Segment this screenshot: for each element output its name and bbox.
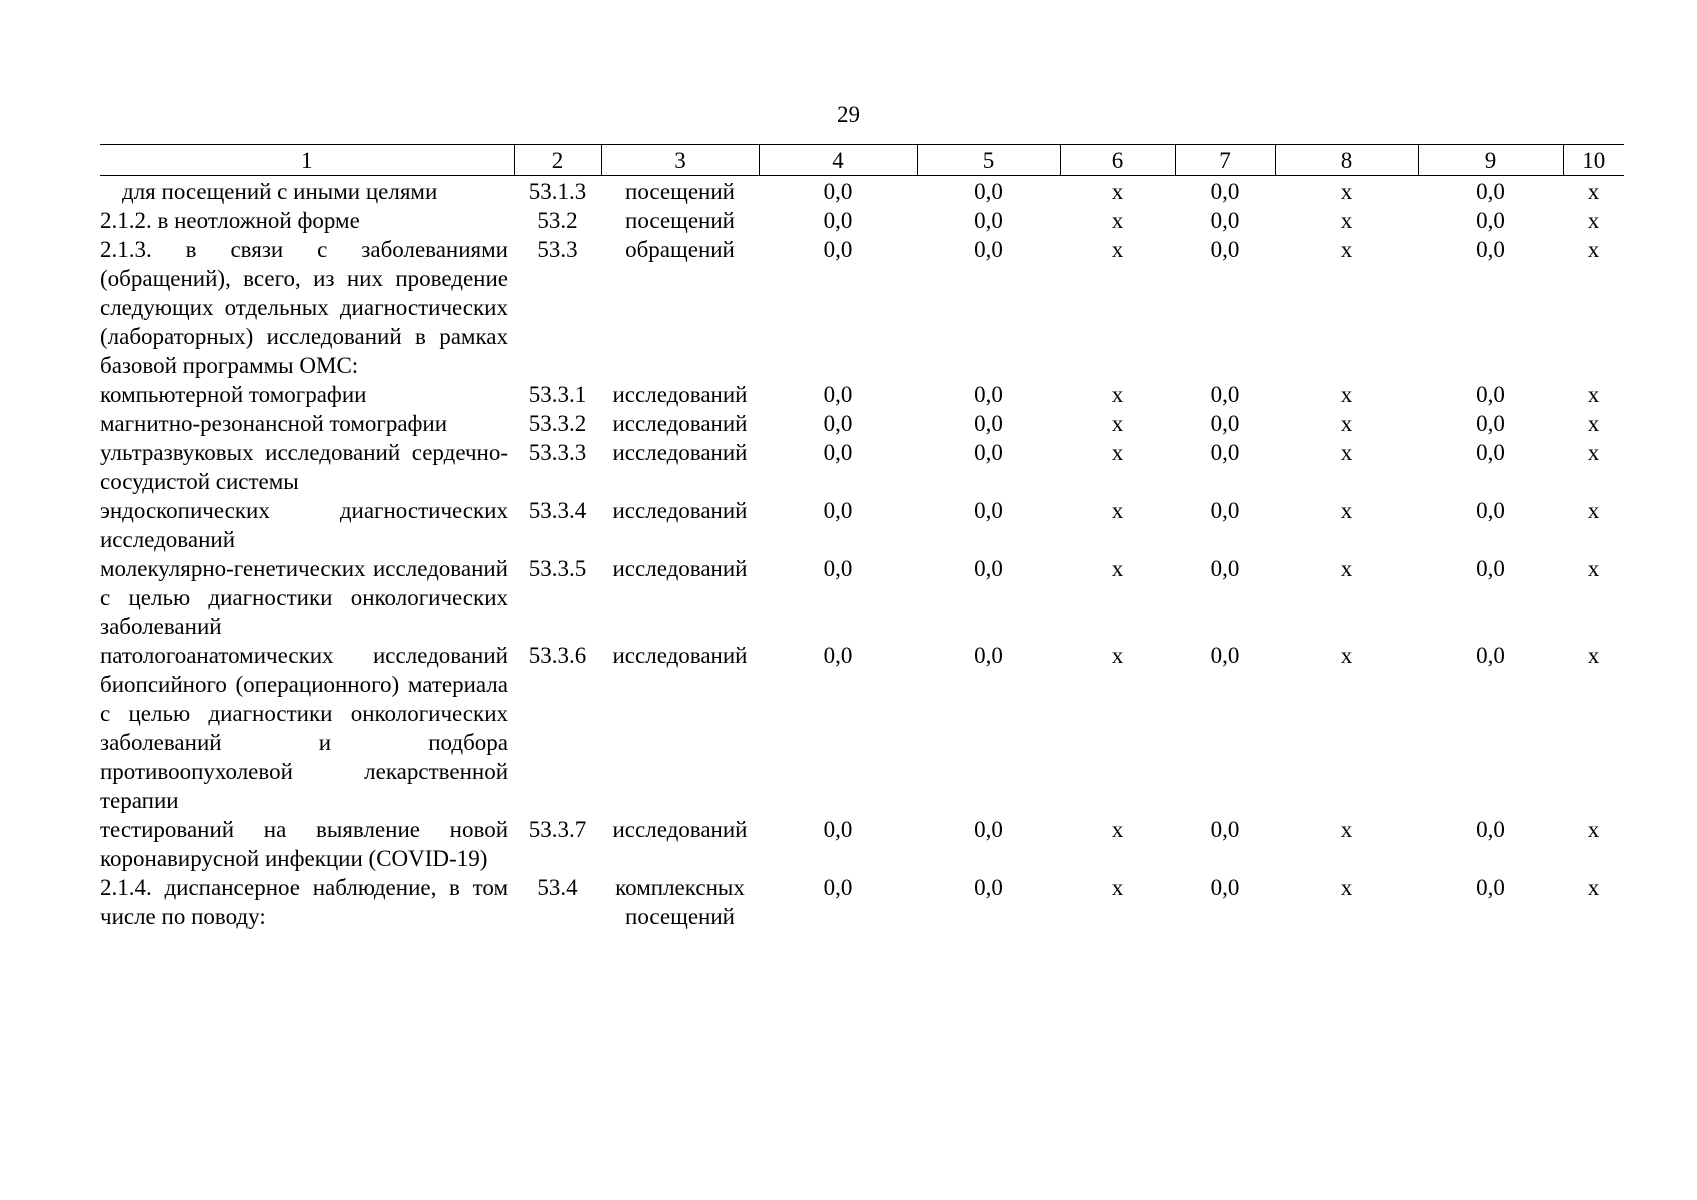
row-col-9: 0,0 — [1476, 208, 1505, 233]
row-code: 53.4 — [537, 875, 578, 900]
row-col-5: 0,0 — [974, 237, 1003, 262]
header-row — [100, 145, 1624, 176]
row-col-9: 0,0 — [1476, 643, 1505, 668]
row-col-7: 0,0 — [1210, 643, 1240, 668]
row-col-4: 0,0 — [823, 208, 853, 233]
row-col-7: 0,0 — [1210, 382, 1240, 407]
row-col-6: х — [1111, 817, 1124, 842]
row-name: компьютерной томографии — [100, 382, 367, 407]
row-col-8: х — [1340, 498, 1353, 523]
data-table — [100, 144, 1624, 931]
row-code: 53.3.1 — [528, 382, 587, 407]
row-unit: исследований — [612, 411, 748, 436]
row-col-10: х — [1587, 498, 1600, 523]
header-col-5: 5 — [917, 145, 1060, 176]
row-col-4: 0,0 — [823, 440, 853, 465]
row-col-10: х — [1587, 875, 1600, 900]
row-unit: исследований — [612, 556, 748, 581]
row-unit: посещений — [625, 179, 735, 204]
row-col-4: 0,0 — [823, 875, 853, 900]
row-unit: исследований — [612, 382, 748, 407]
row-col-8: х — [1340, 556, 1353, 581]
row-col-9: 0,0 — [1476, 382, 1505, 407]
row-col-8: х — [1340, 411, 1353, 436]
row-col-6: х — [1111, 382, 1124, 407]
table-row — [100, 409, 1624, 438]
row-col-5: 0,0 — [974, 643, 1003, 668]
row-col-10: х — [1587, 382, 1600, 407]
table-row — [100, 206, 1624, 235]
row-col-6: х — [1111, 875, 1124, 900]
row-col-8: х — [1340, 643, 1353, 668]
row-col-5: 0,0 — [974, 498, 1003, 523]
row-unit: посещений — [625, 208, 735, 233]
row-col-4: 0,0 — [823, 556, 853, 581]
row-col-6: х — [1111, 411, 1124, 436]
table-row — [100, 873, 1624, 931]
row-col-10: х — [1587, 643, 1600, 668]
row-col-4: 0,0 — [823, 237, 853, 262]
table-row — [100, 438, 1624, 496]
header-col-10: 10 — [1563, 145, 1624, 176]
row-col-5: 0,0 — [974, 179, 1003, 204]
row-unit: исследований — [612, 817, 748, 842]
row-col-9: 0,0 — [1476, 440, 1505, 465]
row-unit: исследований — [612, 498, 748, 523]
row-col-5: 0,0 — [974, 382, 1003, 407]
row-col-5: 0,0 — [974, 440, 1003, 465]
row-col-9: 0,0 — [1476, 179, 1505, 204]
row-code: 53.3.6 — [528, 643, 587, 668]
row-col-7: 0,0 — [1210, 440, 1240, 465]
row-col-7: 0,0 — [1210, 208, 1240, 233]
row-col-7: 0,0 — [1210, 556, 1240, 581]
row-col-10: х — [1587, 179, 1600, 204]
row-code: 53.1.3 — [528, 179, 587, 204]
table-row — [100, 554, 1624, 641]
row-col-10: х — [1587, 237, 1600, 262]
row-col-7: 0,0 — [1210, 237, 1240, 262]
row-col-10: х — [1587, 817, 1600, 842]
row-code: 53.3.4 — [528, 498, 587, 523]
row-col-9: 0,0 — [1476, 556, 1505, 581]
row-col-7: 0,0 — [1210, 498, 1240, 523]
row-col-10: х — [1587, 556, 1600, 581]
row-col-4: 0,0 — [823, 411, 853, 436]
row-unit: исследований — [612, 440, 748, 465]
row-code: 53.3.2 — [528, 411, 587, 436]
row-col-8: х — [1340, 382, 1353, 407]
table-row — [100, 380, 1624, 409]
row-code: 53.3.3 — [528, 440, 587, 465]
row-name: 2.1.4. диспансерное наблюдение, в том числе по поводу: — [100, 875, 508, 929]
row-col-10: х — [1587, 440, 1600, 465]
row-col-5: 0,0 — [974, 875, 1003, 900]
row-col-8: х — [1340, 440, 1353, 465]
row-col-8: х — [1340, 237, 1353, 262]
header-col-3: 3 — [601, 145, 759, 176]
table-row — [100, 235, 1624, 380]
row-unit: комплексных посещений — [615, 875, 745, 929]
row-name: 2.1.2. в неотложной форме — [100, 208, 360, 233]
table-row — [100, 176, 1624, 207]
page-number: 29 — [837, 102, 860, 127]
row-col-10: х — [1587, 208, 1600, 233]
row-unit: обращений — [625, 237, 735, 262]
row-col-4: 0,0 — [823, 643, 853, 668]
row-col-7: 0,0 — [1210, 817, 1240, 842]
header-col-7: 7 — [1175, 145, 1275, 176]
row-name: патологоанатомических исследований биопсийного (операционного) материала с целью диагностики онкологических заболеваний и подбора противоопухолевой лекарственной терапии — [100, 643, 508, 813]
row-name: эндоскопических диагностических исследований — [100, 498, 508, 552]
row-col-8: х — [1340, 208, 1353, 233]
row-name: тестирований на выявление новой коронавирусной инфекции (COVID-19) — [100, 817, 508, 871]
row-col-6: х — [1111, 208, 1124, 233]
row-code: 53.3 — [537, 237, 578, 262]
header-col-1: 1 — [100, 145, 514, 176]
row-col-5: 0,0 — [974, 817, 1003, 842]
row-col-8: х — [1340, 817, 1353, 842]
row-col-7: 0,0 — [1210, 179, 1240, 204]
row-name: 2.1.3. в связи с заболеваниями (обращений), всего, из них проведение следующих отдельных диагностических (лабораторных) исследований в рамках базовой программы ОМС: — [100, 237, 508, 378]
row-col-4: 0,0 — [823, 179, 853, 204]
row-col-9: 0,0 — [1476, 817, 1505, 842]
row-col-6: х — [1111, 440, 1124, 465]
row-col-7: 0,0 — [1210, 411, 1240, 436]
row-col-8: х — [1340, 875, 1353, 900]
header-col-4: 4 — [759, 145, 917, 176]
header-col-2: 2 — [514, 145, 601, 176]
row-col-9: 0,0 — [1476, 875, 1505, 900]
row-col-6: х — [1111, 237, 1124, 262]
row-col-7: 0,0 — [1210, 875, 1240, 900]
row-col-4: 0,0 — [823, 498, 853, 523]
row-col-9: 0,0 — [1476, 498, 1505, 523]
header-col-6: 6 — [1060, 145, 1175, 176]
row-col-6: х — [1111, 643, 1124, 668]
row-col-5: 0,0 — [974, 411, 1003, 436]
table-header — [100, 145, 1624, 176]
header-col-9: 9 — [1418, 145, 1563, 176]
row-col-8: х — [1340, 179, 1353, 204]
row-col-6: х — [1111, 556, 1124, 581]
row-name: молекулярно-генетических исследований с целью диагностики онкологических заболеваний — [100, 556, 508, 639]
row-col-4: 0,0 — [823, 382, 853, 407]
table-body — [100, 176, 1624, 932]
row-name: магнитно-резонансной томографии — [100, 411, 448, 436]
row-code: 53.3.5 — [528, 556, 587, 581]
row-col-5: 0,0 — [974, 556, 1003, 581]
header-col-8: 8 — [1275, 145, 1418, 176]
row-col-4: 0,0 — [823, 817, 853, 842]
row-name: для посещений с иными целями — [122, 179, 438, 204]
row-unit: исследований — [612, 643, 748, 668]
row-code: 53.3.7 — [528, 817, 587, 842]
row-col-9: 0,0 — [1476, 237, 1505, 262]
table-row — [100, 641, 1624, 815]
row-col-10: х — [1587, 411, 1600, 436]
row-col-9: 0,0 — [1476, 411, 1505, 436]
row-col-5: 0,0 — [974, 208, 1003, 233]
row-code: 53.2 — [537, 208, 578, 233]
row-col-6: х — [1111, 179, 1124, 204]
row-col-6: х — [1111, 498, 1124, 523]
table-row — [100, 496, 1624, 554]
row-name: ультразвуковых исследований сердечно-сосудистой системы — [100, 440, 508, 494]
table-row — [100, 815, 1624, 873]
